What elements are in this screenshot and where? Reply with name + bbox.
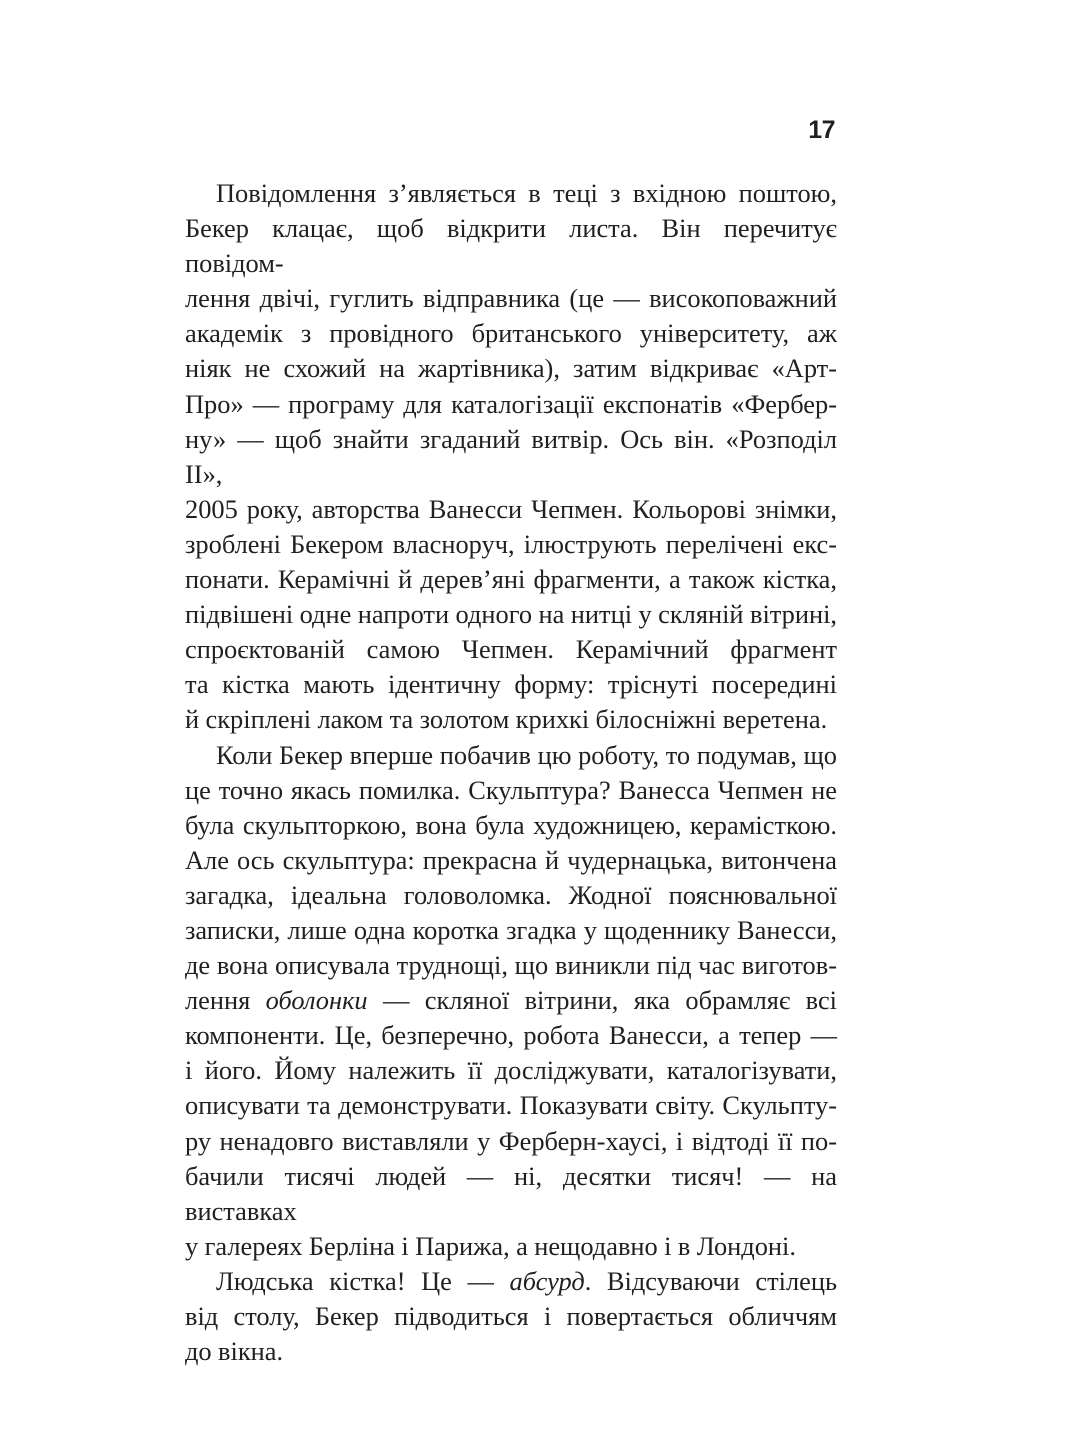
text-line: компоненти. Це, безперечно, робота Ванесси, а тепер — <box>185 1020 837 1051</box>
text-line: та кістка мають ідентичну форму: тріснуті посередині <box>185 669 837 700</box>
text-line: й скріплені лаком та золотом крихкі білосніжні веретена. <box>185 704 828 735</box>
paragraph-1 <box>185 176 844 738</box>
text-line: до вікна. <box>185 1336 284 1367</box>
text-line: Повідомлення з’являється в теці з вхідною поштою, <box>216 178 837 208</box>
text-line: Бекер клацає, щоб відкрити листа. Він перечитує повідом- <box>185 213 844 279</box>
text-line: Людська кістка! Це — абсурд. Відсуваючи стілець <box>216 1265 837 1296</box>
text-line: записки, лише одна коротка згадка у щоденнику Ванесси, <box>185 914 837 945</box>
text-line: лення оболонки — скляної вітрини, яка обрамляє всі <box>185 985 837 1016</box>
text-line: це точно якась помилка. Скульптура? Ванесса Чепмен не <box>185 774 837 805</box>
text-line: понати. Керамічні й дерев’яні фрагменти, а також кістка, <box>185 564 837 595</box>
text-line: Про» — програму для каталогізації експонатів «Фербер- <box>185 388 837 419</box>
text-line: описувати та демонструвати. Показувати світу. Скульпту- <box>185 1090 837 1121</box>
text-line: де вона описувала труднощі, що виникли під час виготов- <box>185 950 837 981</box>
text-line: академік з провідного британського університету, аж <box>185 318 837 349</box>
text-line: 2005 року, авторства Ванесси Чепмен. Кольорові знімки, <box>185 493 837 524</box>
text-line: лення двічі, гуглить відправника (це — високоповажний <box>185 283 837 314</box>
text-line: була скульпторкою, вона була художницею, керамісткою. <box>185 809 837 840</box>
paragraph-3 <box>185 1264 837 1369</box>
text-line: спроєктованій самою Чепмен. Керамічний фрагмент <box>185 634 837 665</box>
text-line: у галереях Берліна і Парижа, а нещодавно і в Лондоні. <box>185 1230 796 1261</box>
text-line: ніяк не схожий на жартівника), затим відкриває «Арт- <box>185 353 837 384</box>
page-number: 17 <box>808 116 835 144</box>
text-line: ру ненадовго виставляли у Ферберн-хаусі, і відтоді її по- <box>185 1125 837 1156</box>
text-line: підвішені одне напроти одного на нитці у скляній вітрині, <box>185 599 837 630</box>
text-line: загадка, ідеальна головоломка. Жодної пояснювальної <box>185 879 837 910</box>
text-line: Але ось скульптура: прекрасна й чудернацька, витончена <box>185 844 837 875</box>
text-line: і його. Йому належить її досліджувати, каталогізувати, <box>185 1055 837 1086</box>
text-line: Коли Бекер вперше побачив цю роботу, то подумав, що <box>216 739 837 770</box>
body-text-block <box>185 176 844 1369</box>
paragraph-2 <box>185 738 844 1264</box>
text-line: зроблені Бекером власноруч, ілюструють перелічені екс- <box>185 528 837 559</box>
text-line: бачили тисячі людей — ні, десятки тисяч! — на виставках <box>185 1160 844 1226</box>
text-line: від столу, Бекер підводиться і повертається обличчям <box>185 1301 837 1331</box>
text-line: ну» — щоб знайти згаданий витвір. Ось він. «Розподіл II», <box>185 423 844 489</box>
